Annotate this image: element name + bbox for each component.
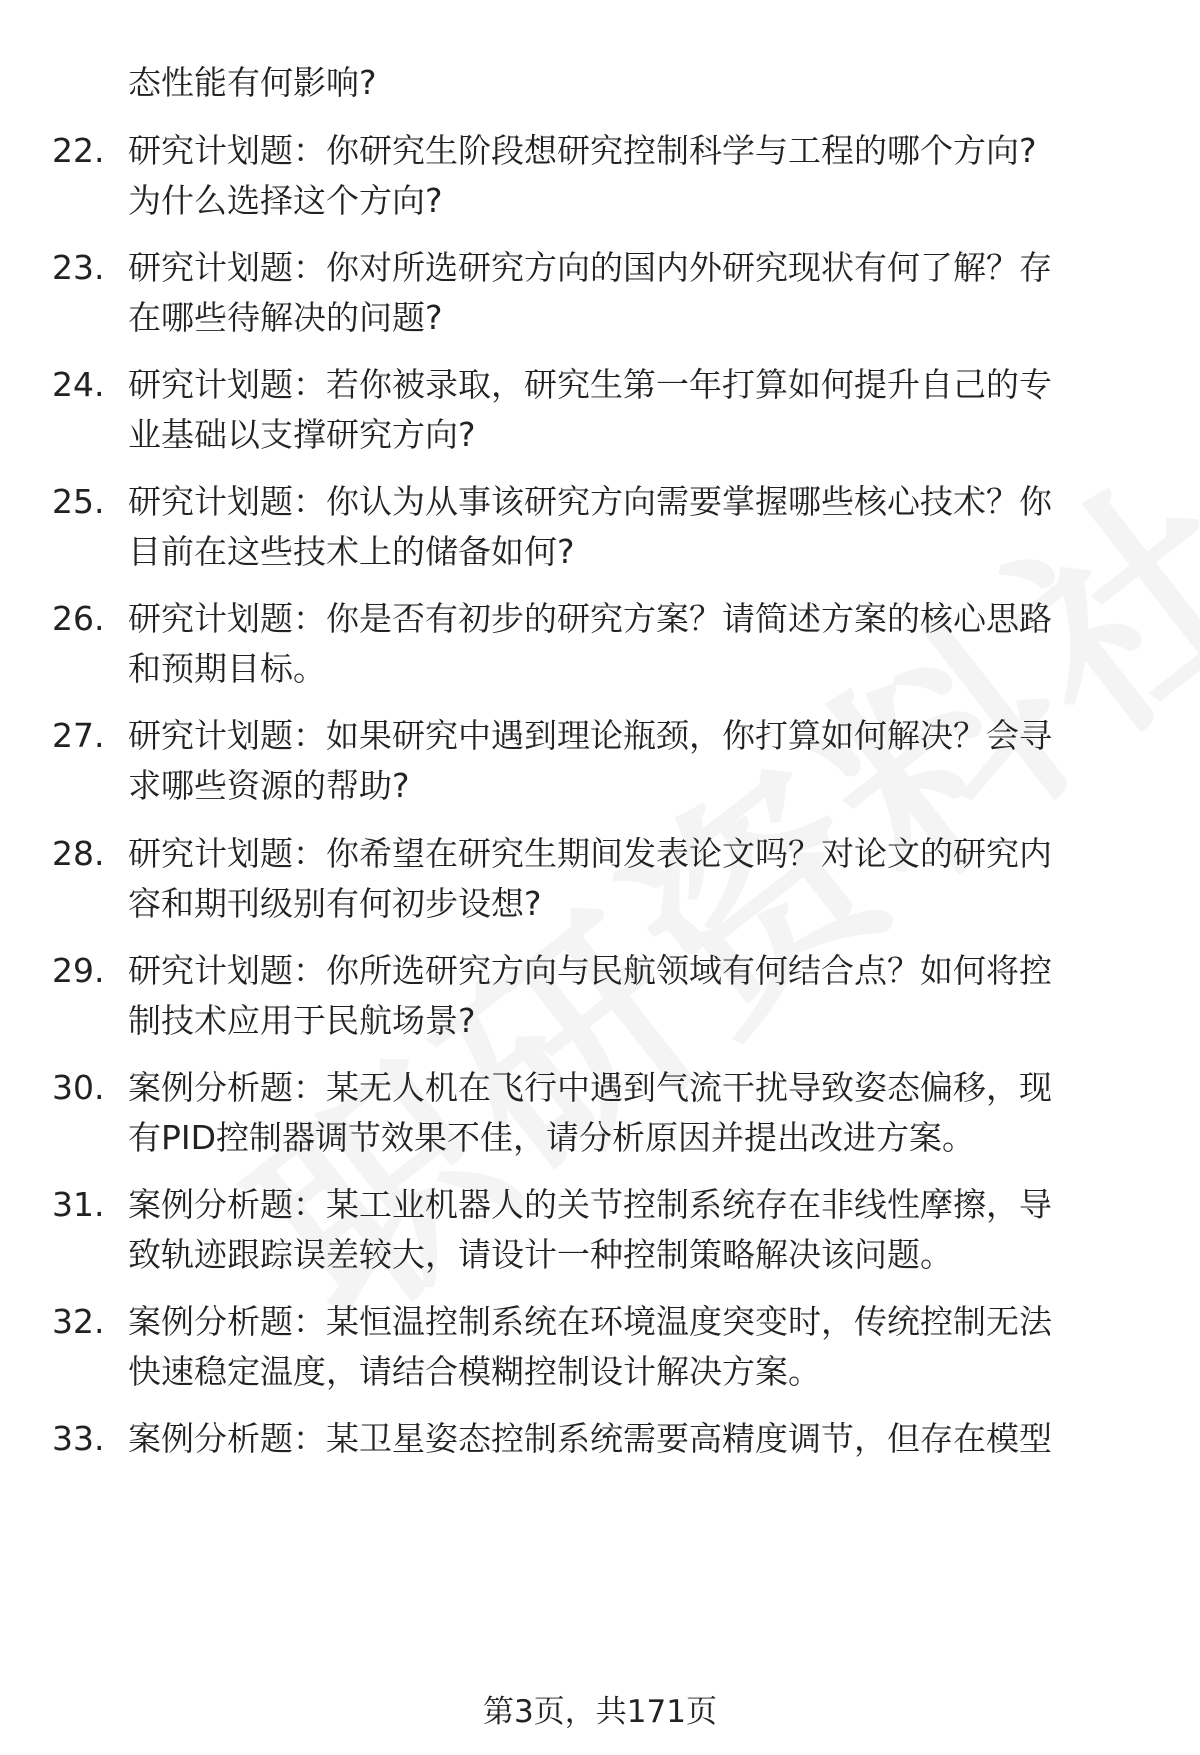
question-text-line: 容和期刊级别有何初步设想? [128,884,542,923]
question-text-line: 快速稳定温度，请结合模糊控制设计解决方案。 [128,1352,821,1391]
question-text-line: 研究计划题：你是否有初步的研究方案？请简述方案的核心思路 [128,599,1052,638]
question-text-line: 制技术应用于民航场景? [128,1001,476,1040]
question-text-line: 研究计划题：你对所选研究方向的国内外研究现状有何了解？存 [128,248,1052,287]
question-text-line: 研究计划题：若你被录取，研究生第一年打算如何提升自己的专 [128,365,1052,404]
question-text-line: 业基础以支撑研究方向? [128,415,476,454]
question-text-line: 案例分析题：某恒温控制系统在环境温度突变时，传统控制无法 [128,1302,1052,1341]
question-item-29 [52,946,1147,1046]
question-number: 22. [52,131,105,170]
question-item-30 [52,1063,1147,1163]
question-number: 26. [52,599,105,638]
question-text-line: 和预期目标。 [128,649,326,688]
question-item-32 [52,1297,1147,1397]
question-text-line: 案例分析题：某工业机器人的关节控制系统存在非线性摩擦，导 [128,1185,1052,1224]
question-number: 32. [52,1302,105,1341]
question-number: 28. [52,834,105,873]
question-text-line: 有PID控制器调节效果不佳，请分析原因并提出改进方案。 [128,1118,976,1157]
question-number: 23. [52,248,105,287]
question-item-28 [52,829,1147,929]
question-text-line: 求哪些资源的帮助? [128,766,410,805]
question-item-23 [52,243,1147,343]
question-text-line: 案例分析题：某卫星姿态控制系统需要高精度调节，但存在模型 [128,1419,1052,1458]
question-text-line: 目前在这些技术上的储备如何? [128,532,575,571]
page-footer: 第3页，共171页 [483,1694,717,1730]
continuation-text: 态性能有何影响? [128,63,377,102]
question-number: 31. [52,1185,105,1224]
question-item-27 [52,711,1147,811]
question-item-31 [52,1180,1147,1280]
question-item-25 [52,477,1147,577]
question-number: 33. [52,1419,105,1458]
question-text-line: 致轨迹跟踪误差较大，请设计一种控制策略解决该问题。 [128,1235,953,1274]
question-number: 29. [52,951,105,990]
question-text-line: 研究计划题：如果研究中遇到理论瓶颈，你打算如何解决？会寻 [128,716,1052,755]
question-text-line: 在哪些待解决的问题? [128,298,443,337]
question-number: 25. [52,482,105,521]
question-text-line: 案例分析题：某无人机在飞行中遇到气流干扰导致姿态偏移，现 [128,1068,1052,1107]
question-item-22 [52,126,1147,226]
question-number: 27. [52,716,105,755]
question-text-line: 研究计划题：你研究生阶段想研究控制科学与工程的哪个方向? [128,131,1037,170]
question-text-line: 研究计划题：你所选研究方向与民航领域有何结合点？如何将控 [128,951,1052,990]
question-text-line: 为什么选择这个方向? [128,181,443,220]
question-number: 24. [52,365,105,404]
question-text-line: 研究计划题：你希望在研究生期间发表论文吗？对论文的研究内 [128,834,1052,873]
question-item-24 [52,360,1147,460]
question-number: 30. [52,1068,105,1107]
question-item-26 [52,594,1147,694]
question-item-33 [52,1414,1147,1464]
question-text-line: 研究计划题：你认为从事该研究方向需要掌握哪些核心技术？你 [128,482,1052,521]
